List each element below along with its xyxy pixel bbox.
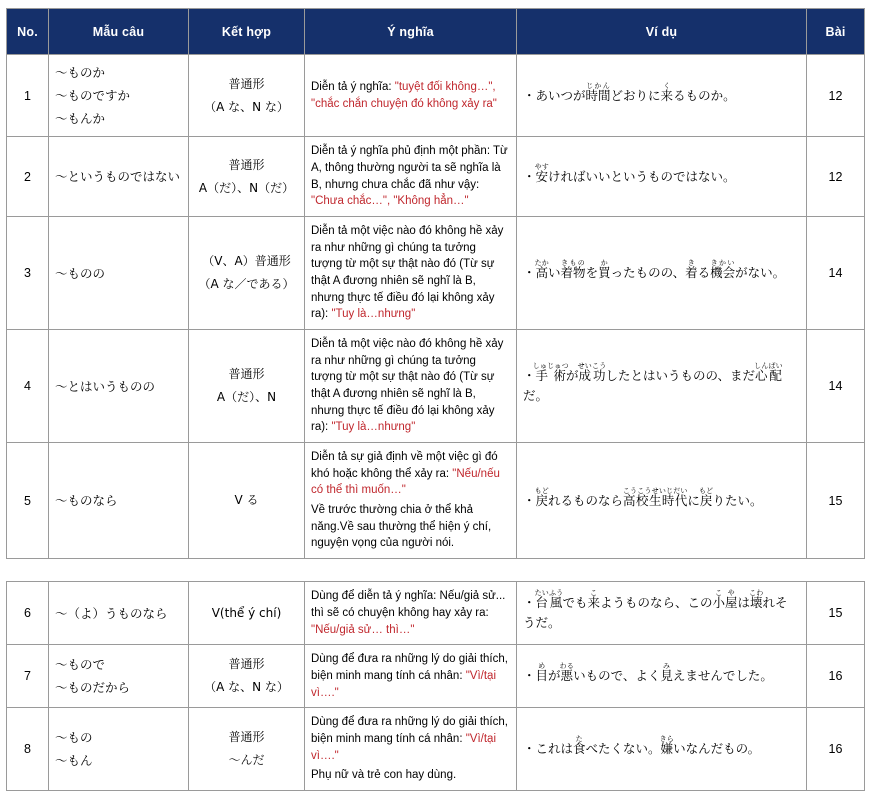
table-row bbox=[7, 443, 865, 559]
pattern-line: 〜というものではない bbox=[55, 169, 181, 185]
cell-no: 1 bbox=[7, 55, 49, 137]
cell-meaning bbox=[305, 137, 517, 217]
cell-meaning bbox=[305, 443, 517, 559]
cell-no: 5 bbox=[7, 443, 49, 559]
meaning-highlight: "Tuy là…nhưng" bbox=[331, 308, 416, 321]
meaning-paragraph: Phụ nữ và trẻ con hay dùng. bbox=[311, 769, 457, 782]
meaning-paragraph: Diễn tả một việc nào đó không hề xảy ra như những gì chúng ta tưởng tượng từ một sự thật nào đó (Từ sự thật A đương nhiên sẽ nghĩ là B, nhưng thực tế điều đó lại không xảy ra): "Tuy là…nhưng" bbox=[311, 338, 504, 434]
cell-example: ・高たかい着物きものを買かったものの、着きる機会きかいがない。 bbox=[517, 217, 807, 330]
meaning-highlight: "tuyệt đối không…", "chắc chắn chuyện đó không xảy ra" bbox=[311, 81, 497, 110]
cell-lesson: 14 bbox=[807, 330, 865, 443]
cell-no: 2 bbox=[7, 137, 49, 217]
meaning-highlight: "Vì/tại vì…." bbox=[311, 669, 497, 699]
cell-lesson: 16 bbox=[807, 645, 865, 708]
cell-pattern bbox=[49, 217, 189, 330]
table-row bbox=[7, 330, 865, 443]
meaning-paragraph: Dùng để đưa ra những lý do giải thích, biện minh mang tính cá nhân: "Vì/tại vì…." bbox=[311, 653, 508, 699]
cell-meaning bbox=[305, 582, 517, 645]
cell-no: 8 bbox=[7, 708, 49, 791]
combination-line: 普通形 bbox=[228, 157, 265, 172]
cell-pattern bbox=[49, 708, 189, 791]
table-row bbox=[7, 55, 865, 137]
cell-combination bbox=[189, 582, 305, 645]
cell-pattern bbox=[49, 645, 189, 708]
cell-lesson: 15 bbox=[807, 443, 865, 559]
meaning-paragraph: Diễn tả ý nghĩa phủ định một phần: Từ A, thông thường người ta sẽ nghĩa là B, nhưng chưa chắc đã như vậy: "Chưa chắc…", "Không hẳn…" bbox=[311, 145, 508, 208]
cell-meaning bbox=[305, 645, 517, 708]
meaning-highlight: "Chưa chắc…", "Không hẳn…" bbox=[311, 195, 469, 208]
column-header-pattern: Mẫu câu bbox=[49, 9, 189, 55]
cell-example: ・台風たいふうでも来こようものなら、この小屋こやは壊こわれそうだ。 bbox=[517, 582, 807, 645]
cell-combination bbox=[189, 708, 305, 791]
cell-combination bbox=[189, 55, 305, 137]
combination-line: （A な／である） bbox=[198, 277, 295, 292]
cell-no: 7 bbox=[7, 645, 49, 708]
pattern-line: 〜とはいうものの bbox=[55, 378, 156, 394]
pattern-line: 〜ものだから bbox=[55, 680, 131, 696]
meaning-highlight: "Tuy là…nhưng" bbox=[331, 421, 416, 434]
cell-combination bbox=[189, 443, 305, 559]
meaning-paragraph: Diễn tả ý nghĩa: "tuyệt đối không…", "chắc chắn chuyện đó không xảy ra" bbox=[311, 81, 497, 110]
combination-line: 普通形 bbox=[228, 367, 265, 382]
cell-meaning bbox=[305, 55, 517, 137]
combination-line: 普通形 bbox=[228, 76, 265, 91]
cell-pattern bbox=[49, 582, 189, 645]
cell-example: ・目めが悪わるいもので、よく見みえませんでした。 bbox=[517, 645, 807, 708]
meaning-highlight: "Vì/tại vì…." bbox=[311, 732, 497, 762]
combination-line: V(thể ý chí) bbox=[211, 605, 282, 620]
combination-line: V る bbox=[234, 493, 259, 508]
pattern-line: 〜ものの bbox=[55, 265, 106, 281]
cell-meaning bbox=[305, 330, 517, 443]
meaning-highlight: "Nếu/giả sử… thì…" bbox=[311, 623, 415, 636]
grammar-table-part1 bbox=[6, 8, 865, 559]
cell-pattern bbox=[49, 137, 189, 217]
meaning-paragraph: Dùng để đưa ra những lý do giải thích, biện minh mang tính cá nhân: "Vì/tại vì…." bbox=[311, 716, 508, 762]
column-header-meaning: Ý nghĩa bbox=[305, 9, 517, 55]
cell-lesson: 16 bbox=[807, 708, 865, 791]
table-row bbox=[7, 708, 865, 791]
cell-no: 6 bbox=[7, 582, 49, 645]
cell-meaning bbox=[305, 708, 517, 791]
table-spacer bbox=[6, 559, 864, 581]
cell-example: ・あいつが時間じかんどおりに来くるものか。 bbox=[517, 55, 807, 137]
cell-lesson: 12 bbox=[807, 55, 865, 137]
pattern-line: 〜ものですか bbox=[55, 88, 131, 104]
cell-meaning bbox=[305, 217, 517, 330]
pattern-line: 〜もの bbox=[55, 729, 93, 745]
table-row bbox=[7, 645, 865, 708]
table-row bbox=[7, 582, 865, 645]
cell-no: 4 bbox=[7, 330, 49, 443]
cell-pattern bbox=[49, 330, 189, 443]
meaning-highlight: "Nếu/nếu có thể thì muốn…" bbox=[311, 467, 500, 497]
table-header bbox=[7, 9, 865, 55]
meaning-paragraph: Diễn tả sự giả định về một việc gì đó khó hoặc không thể xảy ra: "Nếu/nếu có thể thì muốn…" bbox=[311, 451, 500, 497]
cell-lesson: 14 bbox=[807, 217, 865, 330]
cell-combination bbox=[189, 645, 305, 708]
combination-line: A（だ）、N（だ） bbox=[198, 180, 295, 195]
cell-pattern bbox=[49, 55, 189, 137]
pattern-line: 〜もので bbox=[55, 657, 106, 673]
header-row bbox=[7, 9, 865, 55]
cell-lesson: 12 bbox=[807, 137, 865, 217]
column-header-combination: Kết hợp bbox=[189, 9, 305, 55]
meaning-paragraph: Về trước thường chia ở thể khả năng.Về sau thường thể hiện ý chí, nguyện vọng của người nói. bbox=[311, 504, 492, 550]
pattern-line: 〜ものなら bbox=[55, 493, 118, 509]
combination-line: A（だ）、N bbox=[216, 390, 277, 405]
table-row bbox=[7, 217, 865, 330]
cell-combination bbox=[189, 217, 305, 330]
cell-example: ・安やすければいいというものではない。 bbox=[517, 137, 807, 217]
combination-line: 普通形 bbox=[228, 730, 265, 745]
combination-line: （A な、N な） bbox=[204, 99, 289, 114]
table-row bbox=[7, 137, 865, 217]
table-body-part2 bbox=[7, 582, 865, 791]
column-header-no: No. bbox=[7, 9, 49, 55]
combination-line: （V、A）普通形 bbox=[202, 254, 291, 269]
combination-line: 〜んだ bbox=[228, 753, 265, 768]
grammar-table-part2 bbox=[6, 581, 865, 791]
meaning-paragraph: Diễn tả một việc nào đó không hề xảy ra như những gì chúng ta tưởng tượng từ một sự thật nào đó (Từ sự thật A đương nhiên sẽ nghĩ là B, nhưng thực tế điều đó lại không xảy ra): "Tuy là…nhưng" bbox=[311, 225, 504, 321]
pattern-line: 〜もんか bbox=[55, 111, 106, 127]
cell-combination bbox=[189, 137, 305, 217]
column-header-lesson: Bài bbox=[807, 9, 865, 55]
cell-combination bbox=[189, 330, 305, 443]
cell-lesson: 15 bbox=[807, 582, 865, 645]
cell-example: ・これは食たべたくない。嫌きらいなんだもの。 bbox=[517, 708, 807, 791]
combination-line: 普通形 bbox=[228, 657, 265, 672]
cell-no: 3 bbox=[7, 217, 49, 330]
column-header-example: Ví dụ bbox=[517, 9, 807, 55]
pattern-line: 〜（よ）うものなら bbox=[55, 605, 168, 621]
pattern-line: 〜もん bbox=[55, 753, 93, 769]
meaning-paragraph: Dùng để diễn tả ý nghĩa: Nếu/giả sử... thì sẽ có chuyện không hay xảy ra: "Nếu/giả sử… thì…" bbox=[311, 590, 506, 636]
combination-line: （A な、N な） bbox=[204, 680, 289, 695]
cell-example: ・戻もどれるものなら高校生時代こうこうせいじだいに戻もどりたい。 bbox=[517, 443, 807, 559]
pattern-line: 〜ものか bbox=[55, 65, 106, 80]
cell-example: ・手術しゅじゅつが成功せいこうしたとはいうものの、まだ心配しんぱいだ。 bbox=[517, 330, 807, 443]
cell-pattern bbox=[49, 443, 189, 559]
table-body-part1 bbox=[7, 55, 865, 559]
